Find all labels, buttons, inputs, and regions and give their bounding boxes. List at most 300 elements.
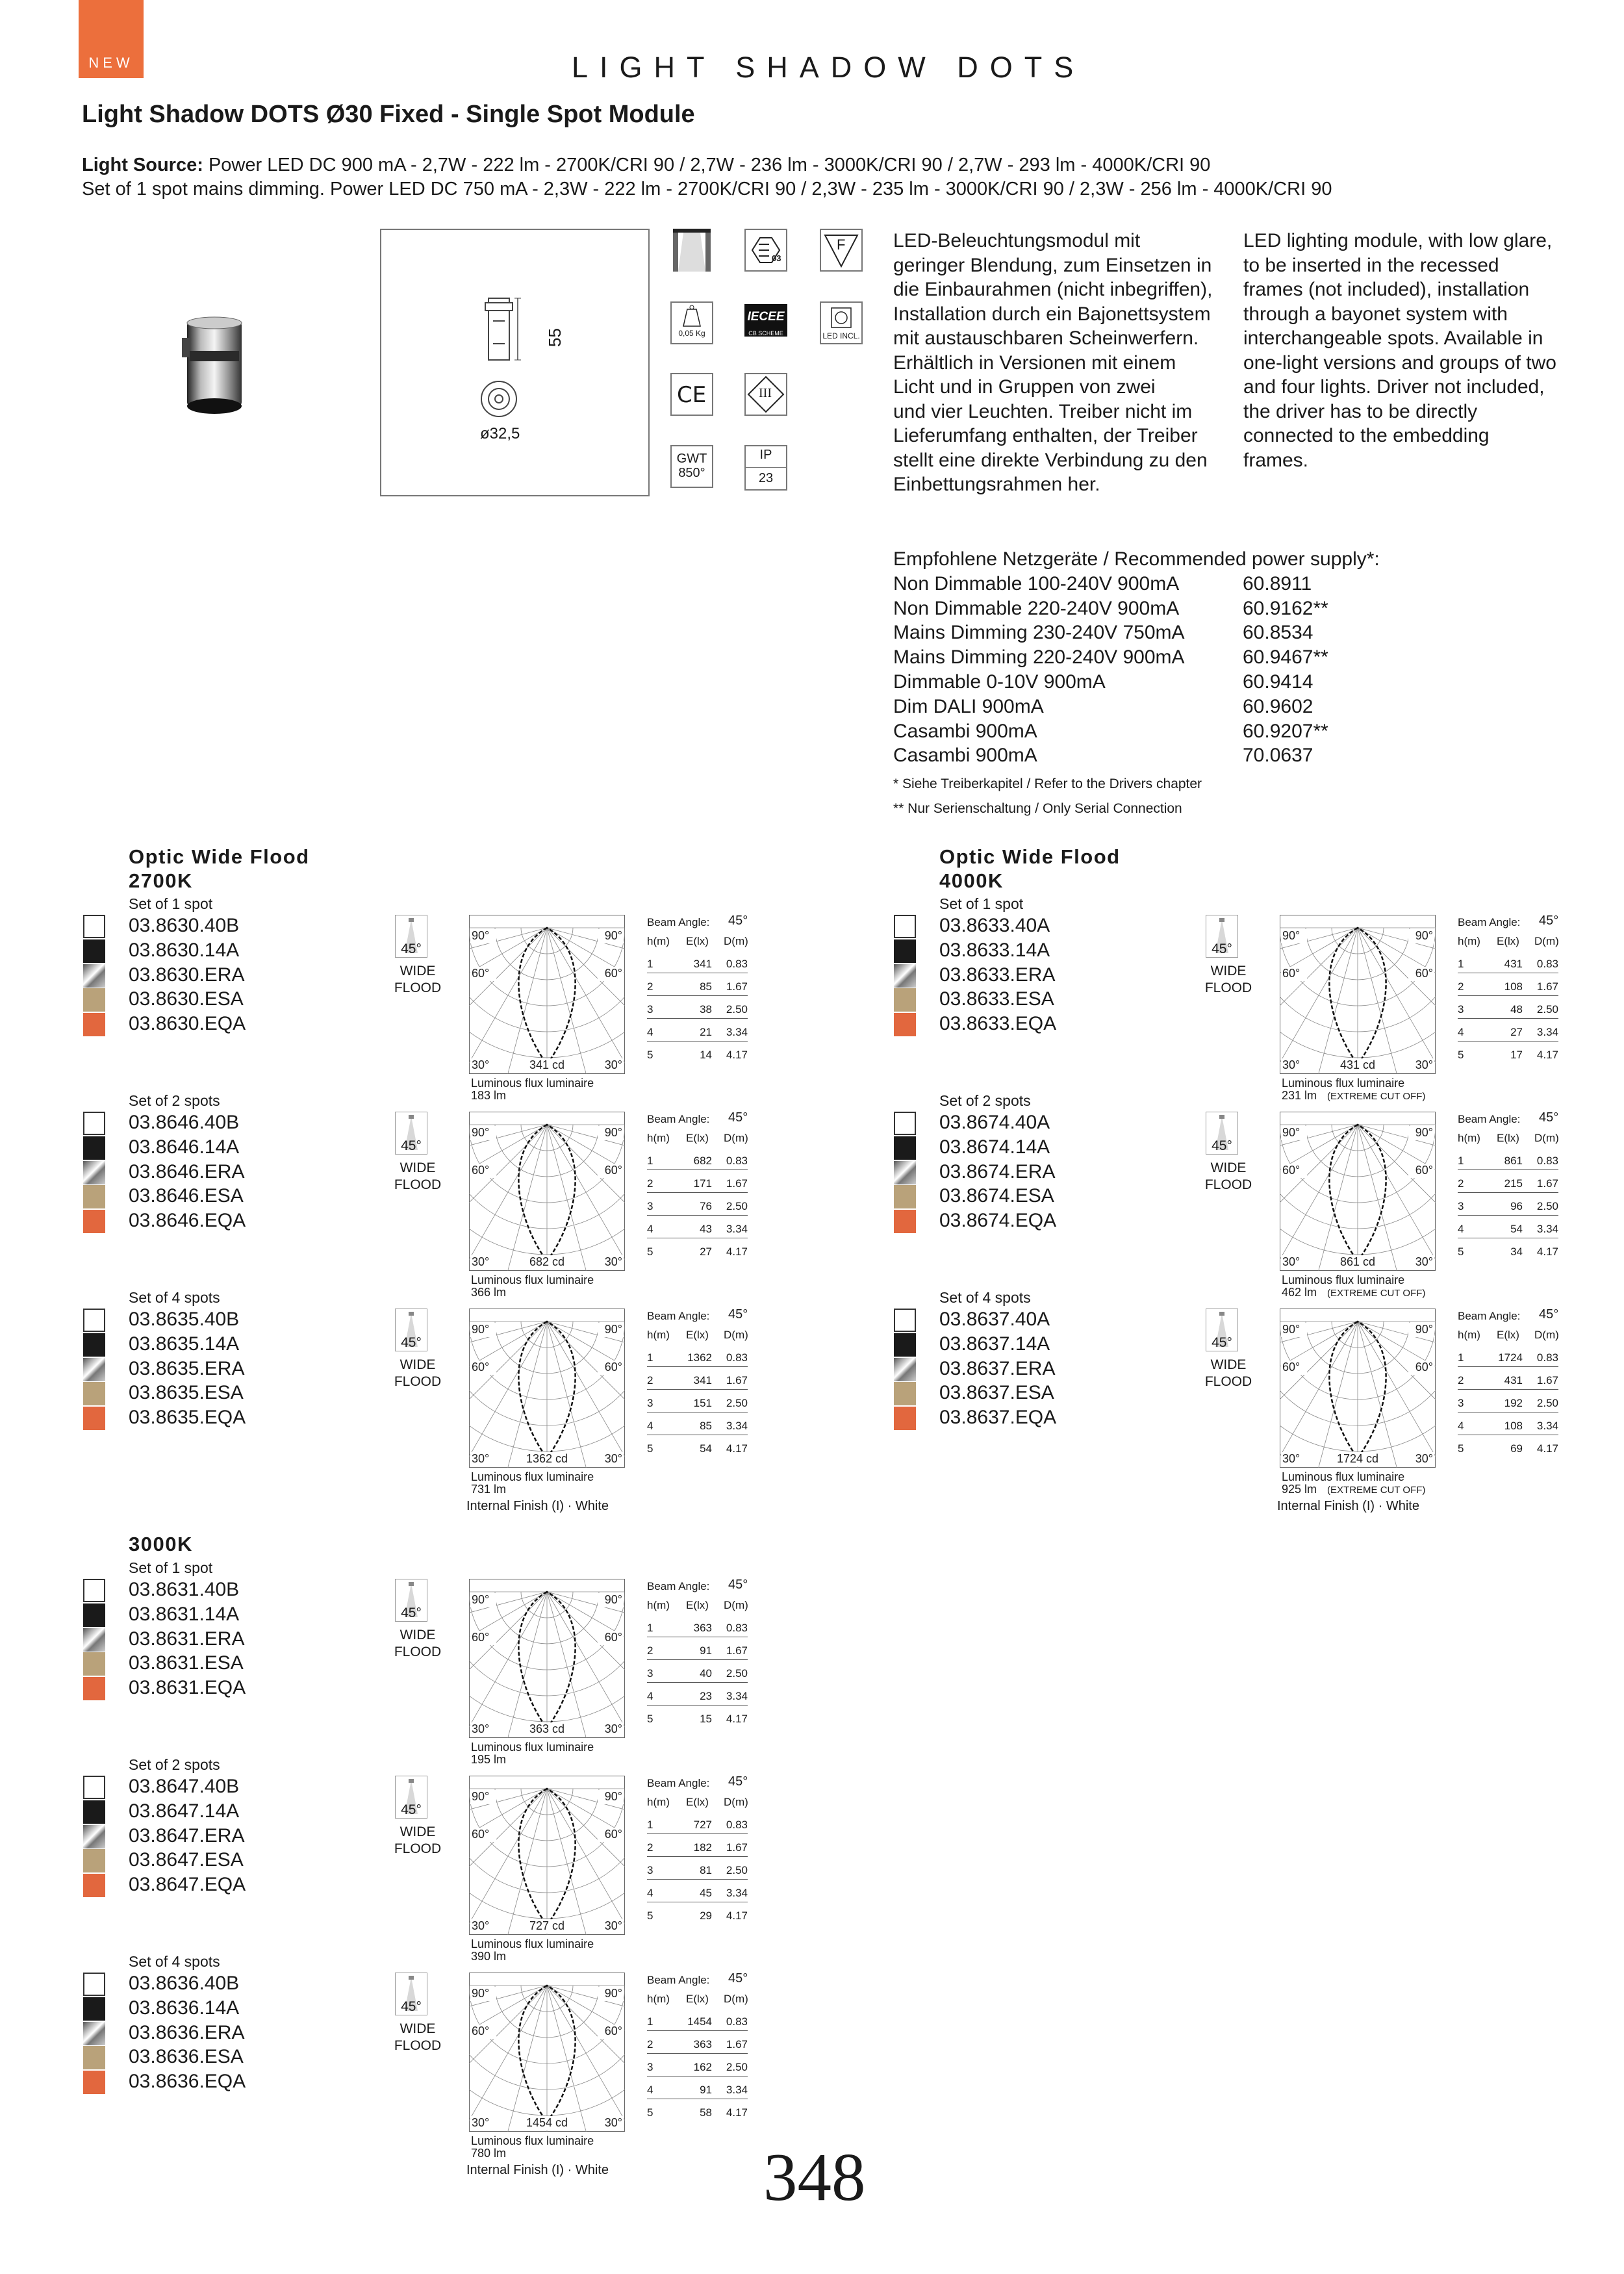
cell-illuminance: 363 <box>693 1622 712 1634</box>
cell-height: 1 <box>647 1622 653 1634</box>
finish-swatch <box>83 1849 105 1872</box>
table-row <box>647 1193 748 1216</box>
beam-type-label: WIDE <box>1210 964 1247 978</box>
photometric-table <box>647 1574 751 1756</box>
finish-swatch <box>83 1112 105 1135</box>
description-en-line: the driver has to be directly <box>1243 400 1478 422</box>
power-supply-code: 60.9414 <box>1243 671 1313 693</box>
table-row <box>1458 1344 1558 1367</box>
cell-diameter: 1.67 <box>726 1374 748 1386</box>
polar-diagram <box>1280 1112 1436 1271</box>
table-row <box>647 1216 748 1238</box>
description-en-line: through a bayonet system with <box>1243 303 1508 325</box>
luminous-flux-number: 366 lm <box>471 1286 507 1299</box>
cell-diameter: 2.50 <box>726 1003 748 1016</box>
section-title-4000k <box>939 845 1121 893</box>
cell-height: 2 <box>647 1177 653 1190</box>
photometric-table <box>1458 1303 1562 1485</box>
angle-90-label-right: 90° <box>604 1593 622 1606</box>
luminous-flux-label: Luminous flux luminaire <box>471 1741 594 1754</box>
column-h-header: h(m) <box>1458 1329 1480 1341</box>
cell-diameter: 4.17 <box>726 2106 748 2119</box>
product-code: 03.8646.14A <box>129 1136 240 1158</box>
cell-illuminance: 54 <box>700 1442 712 1455</box>
angle-60-label-left: 60° <box>472 1631 490 1644</box>
column-e-header: E(lx) <box>1497 1132 1519 1144</box>
cell-diameter: 3.34 <box>726 1690 748 1702</box>
angle-60-label-left: 60° <box>1282 1164 1300 1177</box>
cell-diameter: 3.34 <box>726 1887 748 1899</box>
cell-illuminance: 21 <box>700 1026 712 1038</box>
beam-angle-value: 45° <box>728 1971 748 1986</box>
cell-diameter: 2.50 <box>1536 1397 1558 1409</box>
product-code: 03.8637.40A <box>939 1309 1050 1330</box>
ip-label: IP <box>759 448 772 462</box>
angle-30-label-left: 30° <box>472 1255 490 1268</box>
luminous-flux-label: Luminous flux luminaire <box>471 1470 594 1483</box>
angle-90-label-right: 90° <box>1415 1323 1433 1336</box>
luminous-flux-number: 390 lm <box>471 1950 507 1963</box>
cell-illuminance: 23 <box>700 1690 712 1702</box>
beam-type-label: WIDE <box>1210 1160 1247 1175</box>
description-de-line: mit austauschbaren Scheinwerfern. <box>893 327 1199 349</box>
beam-angle-icon-label: 45° <box>401 1335 422 1350</box>
finish-swatch <box>894 1210 916 1233</box>
table-row <box>647 1367 748 1390</box>
gwt-value: 850° <box>678 466 705 480</box>
cell-height: 3 <box>1458 1200 1464 1212</box>
cell-illuminance: 727 <box>693 1819 712 1831</box>
product-title: Light Shadow DOTS Ø30 Fixed - Single Spot Module <box>82 101 695 128</box>
angle-30-label-left: 30° <box>472 2116 490 2129</box>
set-title: Set of 1 spot <box>129 895 213 912</box>
table-row <box>647 1880 748 1902</box>
angle-60-label-right: 60° <box>604 2025 622 2038</box>
section-title-line: 4000K <box>939 869 1004 892</box>
finish-swatch <box>894 1333 916 1357</box>
power-supply-row <box>893 572 1380 596</box>
table-row <box>647 1390 748 1412</box>
led-included-icon <box>820 301 863 344</box>
product-code: 03.8646.ERA <box>129 1160 245 1182</box>
product-code: 03.8633.14A <box>939 939 1050 961</box>
angle-30-label-right: 30° <box>1415 1058 1433 1071</box>
cell-illuminance: 1454 <box>687 2015 712 2028</box>
power-supply-row <box>893 620 1380 645</box>
candela-value: 363 cd <box>529 1722 565 1735</box>
f-mark-icon <box>820 229 863 272</box>
product-group <box>0 1953 811 2177</box>
beam-type-label: WIDE <box>400 1824 436 1839</box>
candela-value: 1362 cd <box>526 1452 568 1465</box>
cell-diameter: 4.17 <box>726 1713 748 1725</box>
angle-30-label-left: 30° <box>472 1058 490 1071</box>
cell-diameter: 4.17 <box>1536 1049 1558 1061</box>
table-row <box>647 973 748 996</box>
luminous-flux-label: Luminous flux luminaire <box>471 1077 594 1090</box>
cell-diameter: 0.83 <box>726 2015 748 2028</box>
light-source-label: Light Source: <box>82 155 203 175</box>
column-d-header: D(m) <box>724 935 748 947</box>
product-code: 03.8633.ERA <box>939 964 1056 986</box>
beam-angle-icon-label: 45° <box>1212 1138 1232 1153</box>
luminous-flux-label: Luminous flux luminaire <box>1282 1273 1405 1286</box>
table-row <box>647 1811 748 1834</box>
cell-illuminance: 96 <box>1510 1200 1523 1212</box>
finish-swatch <box>83 1309 105 1332</box>
table-row <box>1458 1041 1558 1064</box>
cell-illuminance: 14 <box>700 1049 712 1061</box>
angle-90-label-right: 90° <box>604 1790 622 1803</box>
table-row <box>1458 1019 1558 1041</box>
cell-diameter: 1.67 <box>726 980 748 993</box>
finish-swatch <box>83 964 105 988</box>
table-header-row <box>647 1592 748 1614</box>
table-row <box>647 1344 748 1367</box>
ce-label: CE <box>677 382 707 408</box>
cell-illuminance: 27 <box>700 1246 712 1258</box>
angle-60-label-right: 60° <box>604 1361 622 1373</box>
beam-angle-icon-label: 45° <box>401 1138 422 1153</box>
table-row <box>1458 973 1558 996</box>
ip-rating-icon <box>744 445 787 491</box>
beam-type-label: FLOOD <box>394 1841 442 1856</box>
cell-diameter: 0.83 <box>726 1155 748 1167</box>
cell-height: 1 <box>1458 1155 1464 1167</box>
photometric-table <box>647 1106 751 1288</box>
section-title-2700k <box>129 845 310 893</box>
polar-diagram <box>469 915 625 1074</box>
cell-illuminance: 38 <box>700 1003 712 1016</box>
description-de <box>893 229 1212 497</box>
cell-diameter: 1.67 <box>726 1177 748 1190</box>
angle-30-label-right: 30° <box>1415 1255 1433 1268</box>
cell-diameter: 2.50 <box>726 1864 748 1876</box>
angle-90-label-left: 90° <box>472 1790 490 1803</box>
cell-diameter: 2.50 <box>726 1397 748 1409</box>
beam-angle-label: Beam Angle: <box>647 1310 710 1322</box>
technical-drawing <box>381 230 648 495</box>
angle-30-label-right: 30° <box>604 1722 622 1735</box>
cell-height: 1 <box>647 1351 653 1364</box>
product-code: 03.8636.ERA <box>129 2021 245 2043</box>
finish-swatch <box>83 1210 105 1233</box>
product-code: 03.8646.ESA <box>129 1185 244 1207</box>
angle-60-label-right: 60° <box>1415 1361 1433 1373</box>
column-h-header: h(m) <box>1458 1132 1480 1144</box>
product-code: 03.8647.40B <box>129 1776 240 1797</box>
finish-swatch <box>83 1603 105 1627</box>
cell-diameter: 3.34 <box>1536 1420 1558 1432</box>
finish-swatch <box>83 1776 105 1799</box>
beam-type-label: WIDE <box>1210 1357 1247 1372</box>
product-code: 03.8647.ESA <box>129 1849 244 1871</box>
angle-90-label-left: 90° <box>1282 1323 1300 1336</box>
column-e-header: E(lx) <box>686 1329 709 1341</box>
column-d-header: D(m) <box>724 1599 748 1611</box>
product-code: 03.8630.14A <box>129 939 240 961</box>
diameter-dimension: ø32,5 <box>480 425 520 442</box>
column-e-header: E(lx) <box>686 1993 709 2005</box>
product-code: 03.8674.EQA <box>939 1210 1057 1232</box>
beam-angle-icon-label: 45° <box>401 1802 422 1817</box>
cell-height: 5 <box>647 1442 653 1455</box>
ce-icon <box>670 373 713 416</box>
finish-swatch <box>83 1579 105 1602</box>
beam-type-label: WIDE <box>400 1160 436 1175</box>
cell-height: 1 <box>647 2015 653 2028</box>
set-title: Set of 2 spots <box>939 1092 1031 1109</box>
finish-swatch <box>83 1136 105 1160</box>
product-code: 03.8647.EQA <box>129 1874 246 1896</box>
cell-diameter: 3.34 <box>726 1420 748 1432</box>
photometric-table <box>647 1770 751 1952</box>
beam-angle-label: Beam Angle: <box>647 1113 710 1125</box>
column-e-header: E(lx) <box>686 935 709 947</box>
cell-height: 5 <box>647 2106 653 2119</box>
candela-value: 861 cd <box>1339 1255 1376 1268</box>
product-group <box>0 1289 811 1513</box>
finish-swatch <box>83 1874 105 1897</box>
enec-icon <box>744 229 787 272</box>
cell-height: 1 <box>1458 958 1464 970</box>
beam-angle-value: 45° <box>728 1110 748 1125</box>
finish-swatch <box>894 1136 916 1160</box>
finish-swatch <box>83 1800 105 1824</box>
column-h-header: h(m) <box>647 1132 670 1144</box>
product-code: 03.8637.ERA <box>939 1357 1056 1379</box>
angle-30-label-right: 30° <box>604 1255 622 1268</box>
beam-type-label: WIDE <box>400 1357 436 1372</box>
photometric-table <box>647 1303 751 1485</box>
product-code: 03.8636.40B <box>129 1973 240 1994</box>
product-code: 03.8635.EQA <box>129 1407 246 1429</box>
table-row <box>647 1637 748 1660</box>
cell-height: 1 <box>647 1819 653 1831</box>
angle-30-label-left: 30° <box>1282 1255 1300 1268</box>
luminous-flux-number: 780 lm <box>471 2147 507 2160</box>
cell-height: 2 <box>647 2038 653 2050</box>
photometric-table <box>1458 1106 1562 1288</box>
cell-diameter: 1.67 <box>726 1841 748 1854</box>
angle-30-label-left: 30° <box>472 1452 490 1465</box>
cell-illuminance: 15 <box>700 1713 712 1725</box>
finish-swatch <box>83 1628 105 1652</box>
column-d-header: D(m) <box>724 1796 748 1808</box>
angle-60-label-left: 60° <box>472 1164 490 1177</box>
cell-illuminance: 182 <box>693 1841 712 1854</box>
cell-height: 5 <box>1458 1442 1464 1455</box>
cell-diameter: 1.67 <box>726 2038 748 2050</box>
set-title: Set of 1 spot <box>939 895 1024 912</box>
product-code: 03.8636.14A <box>129 1997 240 2019</box>
beam-angle-value: 45° <box>1539 913 1559 928</box>
description-en-line: frames (not included), installation <box>1243 279 1530 300</box>
cell-illuminance: 34 <box>1510 1246 1523 1258</box>
cell-diameter: 3.34 <box>1536 1223 1558 1235</box>
table-row <box>1458 1412 1558 1435</box>
product-code: 03.8631.ERA <box>129 1628 245 1650</box>
beam-angle-label: Beam Angle: <box>1458 916 1521 928</box>
cell-height: 2 <box>1458 1374 1464 1386</box>
finish-swatch <box>83 1973 105 1996</box>
power-supply-label: Mains Dimming 230-240V 750mA <box>893 622 1185 644</box>
beam-type-label: FLOOD <box>394 1177 442 1192</box>
table-row <box>1458 951 1558 973</box>
cell-height: 1 <box>1458 1351 1464 1364</box>
cell-height: 5 <box>647 1049 653 1061</box>
column-d-header: D(m) <box>724 1993 748 2005</box>
angle-30-label-right: 30° <box>1415 1452 1433 1465</box>
beam-type-label: WIDE <box>400 2021 436 2036</box>
beam-angle-value: 45° <box>728 1774 748 1789</box>
finish-swatch <box>894 1407 916 1430</box>
angle-60-label-right: 60° <box>604 1631 622 1644</box>
power-supply-code: 60.9467** <box>1243 646 1328 669</box>
finish-swatch <box>83 2071 105 2094</box>
power-supply-code: 70.0637 <box>1243 745 1313 767</box>
power-supply-code: 60.8911 <box>1243 572 1312 594</box>
beam-type-label: FLOOD <box>1204 1374 1252 1389</box>
iecee-sub: CB SCHEME <box>744 330 787 337</box>
product-code: 03.8637.14A <box>939 1333 1050 1355</box>
luminous-flux-label: Luminous flux luminaire <box>471 2134 594 2147</box>
angle-90-label-left: 90° <box>472 929 490 942</box>
product-code: 03.8647.ERA <box>129 1824 245 1846</box>
table-row <box>647 2054 748 2076</box>
f-mark-letter: F <box>837 236 846 253</box>
cell-diameter: 1.67 <box>1536 1177 1558 1190</box>
power-supply-code: 60.9207** <box>1243 720 1328 742</box>
power-supply-row <box>893 645 1380 670</box>
finish-swatch <box>83 2022 105 2045</box>
angle-90-label-right: 90° <box>1415 929 1433 942</box>
finish-swatch <box>894 964 916 988</box>
gwt-icon <box>670 445 713 488</box>
column-d-header: D(m) <box>1534 1329 1559 1341</box>
cell-diameter: 1.67 <box>726 1644 748 1657</box>
angle-30-label-left: 30° <box>472 1919 490 1932</box>
luminous-flux-value <box>471 2147 506 2160</box>
finish-swatch <box>83 1407 105 1430</box>
finish-swatch <box>894 1309 916 1332</box>
description-de-line: und vier Leuchten. Treiber nicht im <box>893 400 1193 422</box>
beam-angle-icon-label: 45° <box>1212 1335 1232 1350</box>
power-supply-label: Dimmable 0-10V 900mA <box>893 671 1106 693</box>
product-code: 03.8631.EQA <box>129 1677 246 1699</box>
cell-illuminance: 81 <box>700 1864 712 1876</box>
product-code: 03.8646.40B <box>129 1112 240 1133</box>
iecee-icon <box>744 301 787 344</box>
finish-swatch <box>83 1677 105 1700</box>
finish-swatch <box>894 915 916 938</box>
beam-type-label: FLOOD <box>394 1374 442 1389</box>
product-code: 03.8636.EQA <box>129 2071 246 2093</box>
power-supply-code: 60.9162** <box>1243 597 1328 619</box>
section-title-3000k <box>129 1532 193 1556</box>
table-row <box>647 1706 748 1728</box>
description-de-line: Einbettungsrahmen her. <box>893 474 1100 495</box>
finish-swatch <box>83 1185 105 1208</box>
angle-90-label-left: 90° <box>1282 1126 1300 1139</box>
product-code: 03.8674.40A <box>939 1112 1050 1133</box>
beam-angle-icon-label: 45° <box>401 1605 422 1620</box>
table-row <box>1458 1390 1558 1412</box>
new-badge: NEW <box>79 0 144 78</box>
column-e-header: E(lx) <box>686 1599 709 1611</box>
angle-60-label-left: 60° <box>472 2025 490 2038</box>
product-code: 03.8635.ERA <box>129 1357 245 1379</box>
enec-number: 03 <box>772 253 781 263</box>
table-row <box>647 1902 748 1924</box>
column-e-header: E(lx) <box>686 1132 709 1144</box>
cell-diameter: 3.34 <box>726 1223 748 1235</box>
ip-value: 23 <box>758 471 774 485</box>
product-code: 03.8633.ESA <box>939 988 1054 1010</box>
angle-30-label-left: 30° <box>472 1722 490 1735</box>
column-h-header: h(m) <box>647 1599 670 1611</box>
polar-diagram <box>469 1309 625 1468</box>
description-en-line: one-light versions and groups of two <box>1243 351 1556 374</box>
product-code: 03.8674.ERA <box>939 1160 1056 1182</box>
finish-swatch <box>83 1013 105 1036</box>
light-source-line-2: Set of 1 spot mains dimming. Power LED DC 750 mA - 2,3W - 222 lm - 2700K/CRI 90 / 2,3W - 235 lm - 3000K/CRI 90 / 2,3W - 256 lm - 4000K/CRI 90 <box>82 179 1332 199</box>
cell-height: 2 <box>647 1644 653 1657</box>
cell-height: 3 <box>647 1397 653 1409</box>
angle-90-label-right: 90° <box>1415 1126 1433 1139</box>
luminous-flux-number: 731 lm <box>471 1483 507 1496</box>
cut-off-note: (EXTREME CUT OFF) <box>1327 1288 1426 1299</box>
product-code: 03.8633.40A <box>939 915 1050 936</box>
angle-30-label-right: 30° <box>604 1058 622 1071</box>
set-title: Set of 2 spots <box>129 1756 220 1773</box>
angle-30-label-left: 30° <box>1282 1452 1300 1465</box>
power-supply-code: 60.8534 <box>1243 622 1313 644</box>
power-supply-label: Casambi 900mA <box>893 745 1037 767</box>
gwt-label: GWT <box>676 452 707 466</box>
cell-illuminance: 69 <box>1510 1442 1523 1455</box>
table-row <box>1458 1147 1558 1170</box>
cell-illuminance: 861 <box>1504 1155 1523 1167</box>
finish-swatch <box>894 988 916 1012</box>
product-code: 03.8646.EQA <box>129 1210 246 1232</box>
weight-value: 0,05 Kg <box>678 329 705 338</box>
cell-diameter: 0.83 <box>726 958 748 970</box>
cell-illuminance: 431 <box>1504 1374 1523 1386</box>
description-de-line: LED-Beleuchtungsmodul mit <box>893 230 1141 251</box>
description-en <box>1243 229 1556 472</box>
product-code: 03.8631.40B <box>129 1579 240 1600</box>
cell-diameter: 4.17 <box>726 1910 748 1922</box>
cell-illuminance: 108 <box>1504 1420 1523 1432</box>
table-header-row <box>647 1986 748 2008</box>
power-supply-label: Mains Dimming 220-240V 900mA <box>893 646 1185 669</box>
table-row <box>647 1019 748 1041</box>
finish-swatch <box>894 939 916 963</box>
finish-swatch <box>894 1382 916 1405</box>
angle-30-label-right: 30° <box>604 2116 622 2129</box>
polar-diagram <box>469 1776 625 1935</box>
beam-type-label: FLOOD <box>394 980 442 995</box>
table-row <box>647 1615 748 1637</box>
cell-height: 2 <box>1458 1177 1464 1190</box>
finish-swatch <box>83 2046 105 2069</box>
angle-30-label-left: 30° <box>1282 1058 1300 1071</box>
column-h-header: h(m) <box>647 1796 670 1808</box>
cell-illuminance: 192 <box>1504 1397 1523 1409</box>
cell-diameter: 2.50 <box>1536 1200 1558 1212</box>
cell-diameter: 3.34 <box>726 2084 748 2096</box>
